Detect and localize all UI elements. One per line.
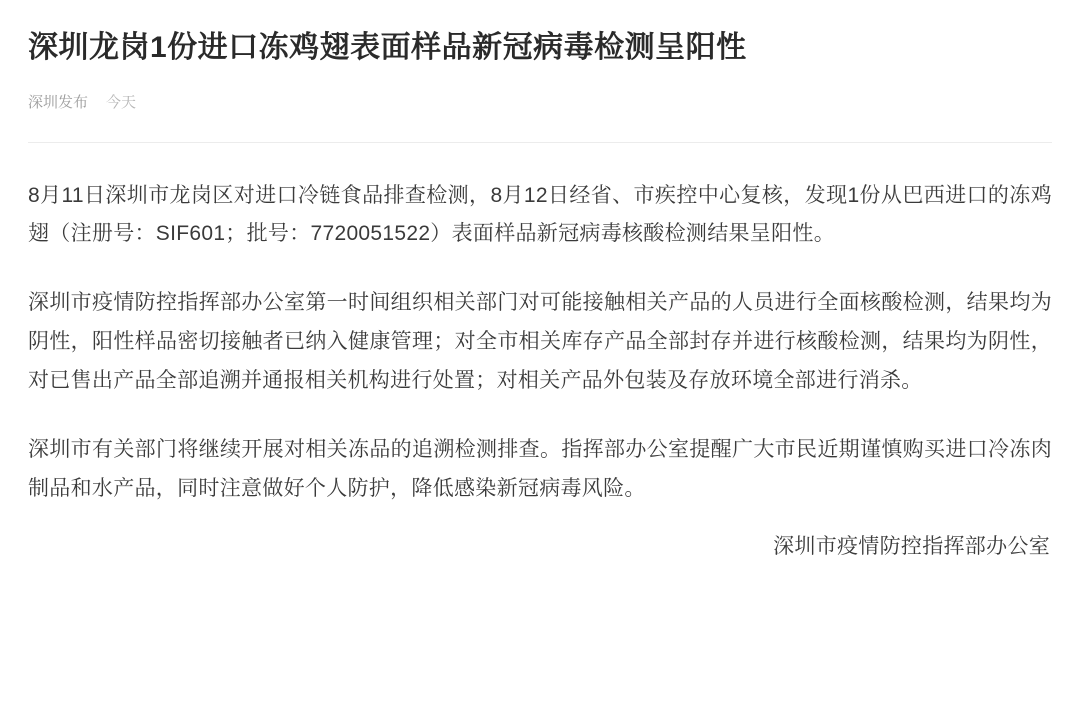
page-title: 深圳龙岗1份进口冻鸡翅表面样品新冠病毒检测呈阳性 — [28, 31, 747, 64]
article-signature: 深圳市疫情防控指挥部办公室 — [773, 535, 1050, 559]
article-paragraph: 深圳市有关部门将继续开展对相关冻品的追溯检测排查。指挥部办公室提醒广大市民近期谨慎购买进口冷冻肉制品和水产品，同时注意做好个人防护，降低感染新冠病毒风险。 — [28, 437, 1052, 500]
article-timestamp: 今天 — [106, 93, 137, 111]
header-divider — [28, 142, 1052, 143]
article-body — [28, 177, 1052, 561]
article-paragraph: 深圳市疫情防控指挥部办公室第一时间组织相关部门对可能接触相关产品的人员进行全面核酸检测，结果均为阴性，阳性样品密切接触者已纳入健康管理；对全市相关库存产品全部封存并进行核酸检测，结果均为阴性，对已售出产品全部追溯并通报相关机构进行处置；对相关产品外包装及存放环境全部进行消杀。 — [28, 291, 1052, 392]
article-paragraph: 8月11日深圳市龙岗区对进口冷链食品排查检测，8月12日经省、市疾控中心复核，发现1份从巴西进口的冻鸡翅（注册号：SIF601；批号：7720051522）表面样品新冠病毒核酸检测结果呈阳性。 — [28, 183, 1052, 246]
article-source: 深圳发布 — [28, 93, 89, 111]
article-meta — [28, 91, 1052, 112]
